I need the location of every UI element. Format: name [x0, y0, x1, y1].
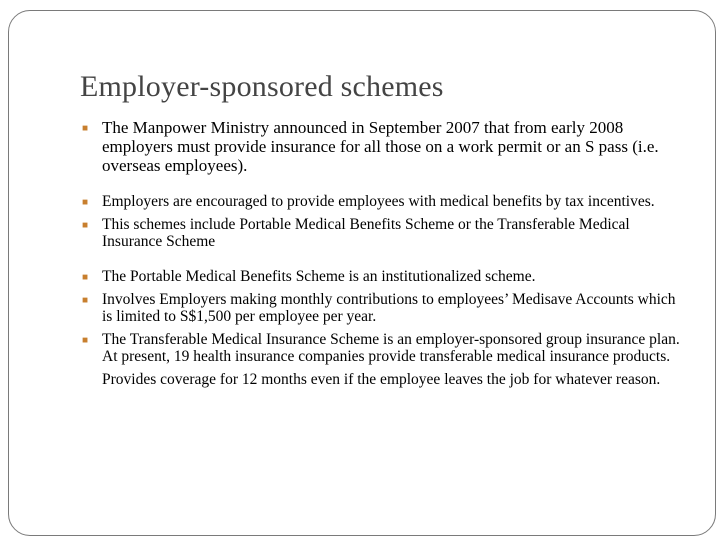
- bullet-spacer: [80, 256, 680, 268]
- bullet-marker-icon: ■: [82, 220, 89, 231]
- bullet-marker-icon: ■: [82, 197, 89, 208]
- bullet-marker-icon: ■: [82, 123, 89, 134]
- bullet-text: The Portable Medical Benefits Scheme is an institutionalized scheme.: [102, 268, 536, 285]
- bullet-item: [80, 216, 680, 250]
- bullet-text: This schemes include Portable Medical Benefits Scheme or the Transferable Medical Insurance Scheme: [102, 216, 630, 250]
- bullet-text: The Manpower Ministry announced in September 2007 that from early 2008 employers must provide insurance for all those on a work permit or an S pass (i.e. overseas employees).: [102, 118, 659, 175]
- bullet-spacer: [80, 181, 680, 193]
- bullet-marker-icon: ■: [82, 272, 89, 283]
- bullet-text: Employers are encouraged to provide employees with medical benefits by tax incentives.: [102, 193, 655, 210]
- bullet-item: [80, 268, 680, 285]
- bullet-item: [80, 291, 680, 325]
- bullet-item: [80, 118, 680, 175]
- bullet-text: Involves Employers making monthly contributions to employees’ Medisave Accounts which is limited to S$1,500 per employee per year.: [102, 291, 676, 325]
- bullet-marker-icon: ■: [82, 295, 89, 306]
- bullet-item: [80, 193, 680, 210]
- bullet-text: The Transferable Medical Insurance Scheme is an employer-sponsored group insurance plan. At present, 19 health insurance companies provide transferable medical insurance products.: [102, 331, 680, 365]
- bullet-marker-icon: ■: [82, 335, 89, 346]
- bullet-item: [80, 331, 680, 365]
- bullet-list: [80, 118, 680, 388]
- slide-title: Employer-sponsored schemes: [80, 70, 444, 103]
- bullet-continuation: Provides coverage for 12 months even if the employee leaves the job for whatever reason.: [102, 371, 661, 388]
